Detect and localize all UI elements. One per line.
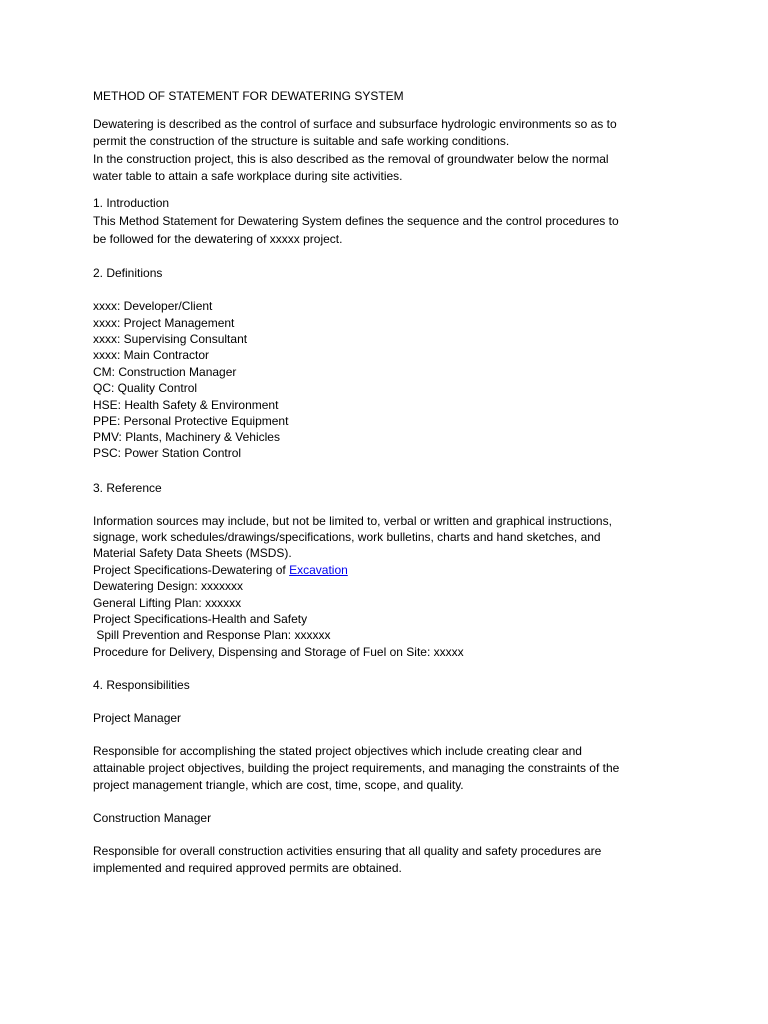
reference-item: Project Specifications-Health and Safety (93, 612, 308, 626)
project-manager-line: attainable project objectives, building the project requirements, and managing the constraints of the (93, 761, 620, 775)
reference-line: Information sources may include, but not be limited to, verbal or written and graphical instructions, (93, 514, 612, 528)
definition-item: PSC: Power Station Control (93, 446, 242, 460)
section-heading-definitions: 2. Definitions (93, 266, 163, 280)
reference-item: Spill Prevention and Response Plan: xxxxxx (93, 628, 331, 642)
construction-manager-line: Responsible for overall construction activities ensuring that all quality and safety procedures are (93, 844, 602, 858)
definition-item: HSE: Health Safety & Environment (93, 398, 279, 412)
intro-line: permit the construction of the structure is suitable and safe working conditions. (93, 134, 510, 148)
reference-spec-text: Project Specifications-Dewatering of (93, 563, 290, 577)
definition-item: xxxx: Supervising Consultant (93, 332, 248, 346)
definition-item: xxxx: Main Contractor (93, 348, 210, 362)
excavation-link[interactable]: Excavation (289, 563, 348, 577)
section-heading-reference: 3. Reference (93, 481, 162, 495)
reference-item: Dewatering Design: xxxxxxx (93, 579, 244, 593)
definition-item: PMV: Plants, Machinery & Vehicles (93, 430, 280, 444)
intro-line: Dewatering is described as the control of surface and subsurface hydrologic environments so as to (93, 117, 617, 131)
reference-line: signage, work schedules/drawings/specifications, work bulletins, charts and hand sketches, and (93, 530, 601, 544)
document-title: METHOD OF STATEMENT FOR DEWATERING SYSTEM (93, 89, 404, 103)
intro-line: water table to attain a safe workplace during site activities. (93, 169, 403, 183)
definition-item: PPE: Personal Protective Equipment (93, 414, 289, 428)
construction-manager-line: implemented and required approved permits are obtained. (93, 861, 402, 875)
introduction-line: be followed for the dewatering of xxxxx project. (93, 232, 343, 246)
role-title-project-manager: Project Manager (93, 711, 182, 725)
reference-item: Procedure for Delivery, Dispensing and Storage of Fuel on Site: xxxxx (93, 645, 464, 659)
section-heading-introduction: 1. Introduction (93, 196, 170, 210)
definition-item: CM: Construction Manager (93, 365, 237, 379)
introduction-line: This Method Statement for Dewatering System defines the sequence and the control procedures to (93, 214, 619, 228)
reference-line: Material Safety Data Sheets (MSDS). (93, 546, 292, 560)
definition-item: xxxx: Developer/Client (93, 299, 213, 313)
definition-item: QC: Quality Control (93, 381, 198, 395)
reference-item: General Lifting Plan: xxxxxx (93, 596, 242, 610)
reference-spec-line (93, 562, 348, 578)
project-manager-line: Responsible for accomplishing the stated project objectives which include creating clear and (93, 744, 582, 758)
intro-line: In the construction project, this is also described as the removal of groundwater below the normal (93, 152, 609, 166)
definition-item: xxxx: Project Management (93, 316, 235, 330)
project-manager-line: project management triangle, which are cost, time, scope, and quality. (93, 778, 464, 792)
section-heading-responsibilities: 4. Responsibilities (93, 678, 190, 692)
role-title-construction-manager: Construction Manager (93, 811, 212, 825)
